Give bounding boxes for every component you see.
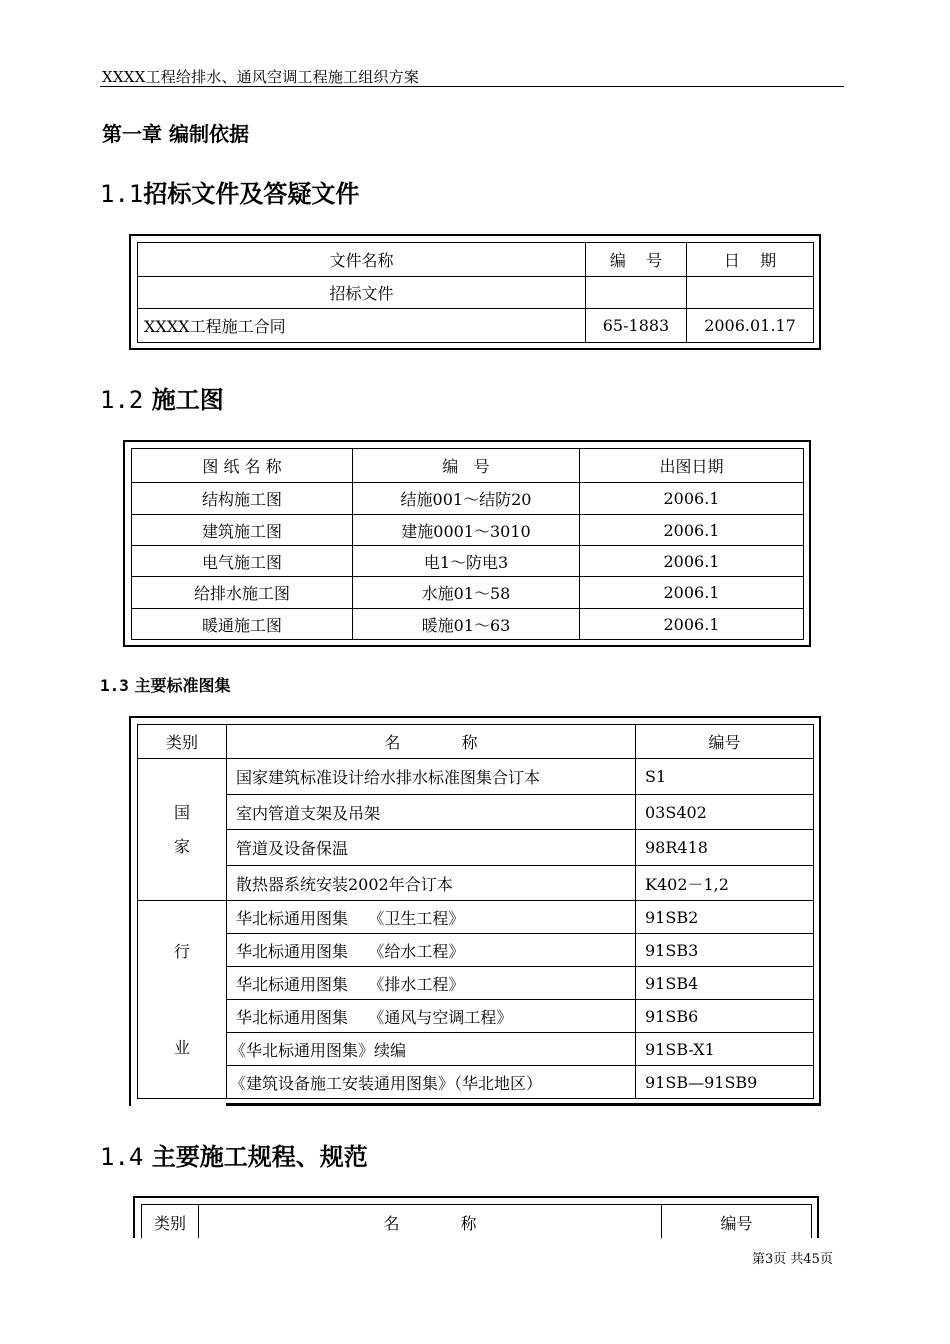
standard-atlas-table	[137, 724, 814, 1099]
cell-number: 98R418	[636, 830, 814, 866]
regulations-table	[141, 1204, 812, 1238]
col-header-number: 编 号	[353, 449, 580, 483]
cell-drawing-name: 建筑施工图	[132, 515, 353, 546]
cell-drawing-name: 电气施工图	[132, 546, 353, 577]
cell-name: 管道及设备保温	[227, 830, 636, 866]
category-char: 业	[173, 1037, 190, 1057]
table-row	[132, 577, 804, 609]
table-row	[138, 967, 814, 1000]
cell-number: 水施01～58	[353, 577, 580, 609]
page-number: 第3页 共45页	[752, 1252, 833, 1267]
cell-number: 91SB-X1	[636, 1033, 814, 1066]
section-1-2-heading	[100, 380, 224, 415]
table-row	[138, 277, 814, 309]
chapter-title: 第一章 编制依据	[102, 122, 249, 146]
section-1-1-heading	[100, 174, 359, 209]
standard-atlas-table-wrap	[137, 724, 814, 1099]
cell-date: 2006.1	[580, 577, 804, 609]
cell-number: K402－1,2	[636, 866, 814, 901]
cell-date: 2006.01.17	[687, 309, 814, 343]
table-header-row	[132, 449, 804, 483]
section-1-4-heading	[100, 1137, 368, 1172]
category-industry	[138, 901, 227, 1099]
table-row	[132, 546, 804, 577]
cell-date: 2006.1	[580, 515, 804, 546]
cell-name: 国家建筑标准设计给水排水标准图集合订本	[227, 759, 636, 795]
cell-drawing-name: 结构施工图	[132, 483, 353, 515]
table-row	[132, 515, 804, 546]
table-row	[138, 759, 814, 795]
col-header-drawing-name: 图 纸 名 称	[132, 449, 353, 483]
category-national	[138, 759, 227, 901]
section-number: 1.3	[100, 676, 129, 695]
section-1-3-heading	[100, 673, 231, 696]
cell-name: 《华北标通用图集》续编	[227, 1033, 636, 1066]
section-number: 1.4	[100, 1143, 144, 1171]
category-char: 国	[173, 802, 190, 822]
cell-number: 91SB6	[636, 1000, 814, 1033]
cell-file-name: XXXX工程施工合同	[138, 309, 586, 343]
cell-number: 65-1883	[586, 309, 687, 343]
cell-name: 散热器系统安装2002年合订本	[227, 866, 636, 901]
cell-drawing-name: 暖通施工图	[132, 609, 353, 640]
col-header-category: 类别	[138, 725, 227, 759]
cell-number	[586, 277, 687, 309]
table-row	[138, 1066, 814, 1099]
tender-docs-table-frame	[129, 234, 821, 350]
section-title: 主要标准图集	[134, 676, 231, 695]
table-header-row	[138, 725, 814, 759]
running-header: XXXX工程给排水、通风空调工程施工组织方案	[102, 68, 420, 86]
cell-file-name: 招标文件	[138, 277, 586, 309]
cell-name: 华北标通用图集 《卫生工程》	[227, 901, 636, 934]
col-header-number: 编号	[662, 1205, 812, 1239]
table-row	[138, 1033, 814, 1066]
cell-name: 华北标通用图集 《通风与空调工程》	[227, 1000, 636, 1033]
cell-name: 华北标通用图集 《给水工程》	[227, 934, 636, 967]
section-title: 招标文件及答疑文件	[143, 180, 360, 208]
category-char: 行	[173, 941, 190, 961]
cell-date: 2006.1	[580, 483, 804, 515]
cell-name: 《建筑设备施工安装通用图集》（华北地区）	[227, 1066, 636, 1099]
cell-drawing-name: 给排水施工图	[132, 577, 353, 609]
cell-number: 暖施01～63	[353, 609, 580, 640]
col-header-file-name: 文件名称	[138, 243, 586, 277]
col-header-category: 类别	[142, 1205, 199, 1239]
cell-date	[687, 277, 814, 309]
col-header-date: 日 期	[687, 243, 814, 277]
col-header-issue-date: 出图日期	[580, 449, 804, 483]
table-row	[138, 1000, 814, 1033]
cell-number: 91SB3	[636, 934, 814, 967]
cell-date: 2006.1	[580, 546, 804, 577]
section-number: 1.2	[100, 386, 144, 414]
table-row	[138, 866, 814, 901]
col-header-number: 编 号	[586, 243, 687, 277]
table-row	[132, 609, 804, 640]
table-row	[138, 795, 814, 830]
table-header-row	[138, 243, 814, 277]
table-header-row	[142, 1205, 812, 1239]
col-header-name: 名 称	[199, 1205, 662, 1239]
cell-name: 室内管道支架及吊架	[227, 795, 636, 830]
section-title: 主要施工规程、规范	[151, 1143, 368, 1171]
frame-bottom-rule	[226, 1103, 821, 1106]
tender-docs-table	[137, 242, 814, 343]
col-header-name: 名 称	[227, 725, 636, 759]
table-row	[132, 483, 804, 515]
cell-number: 结施001～结防20	[353, 483, 580, 515]
cell-number: 91SB4	[636, 967, 814, 1000]
section-number: 1.1	[100, 180, 144, 208]
table-row	[138, 934, 814, 967]
cell-number: 03S402	[636, 795, 814, 830]
cell-date: 2006.1	[580, 609, 804, 640]
cell-number: S1	[636, 759, 814, 795]
section-title: 施工图	[151, 386, 224, 414]
drawings-table-frame	[123, 440, 811, 647]
cell-name: 华北标通用图集 《排水工程》	[227, 967, 636, 1000]
cell-number: 电1～防电3	[353, 546, 580, 577]
cell-number: 建施0001～3010	[353, 515, 580, 546]
drawings-table	[131, 448, 804, 640]
cell-number: 91SB2	[636, 901, 814, 934]
cell-number: 91SB—91SB9	[636, 1066, 814, 1099]
category-char: 家	[173, 836, 190, 856]
regulations-table-wrap	[141, 1204, 812, 1238]
header-rule	[100, 86, 844, 87]
col-header-number: 编号	[636, 725, 814, 759]
table-row	[138, 901, 814, 934]
table-row	[138, 309, 814, 343]
table-row	[138, 830, 814, 866]
